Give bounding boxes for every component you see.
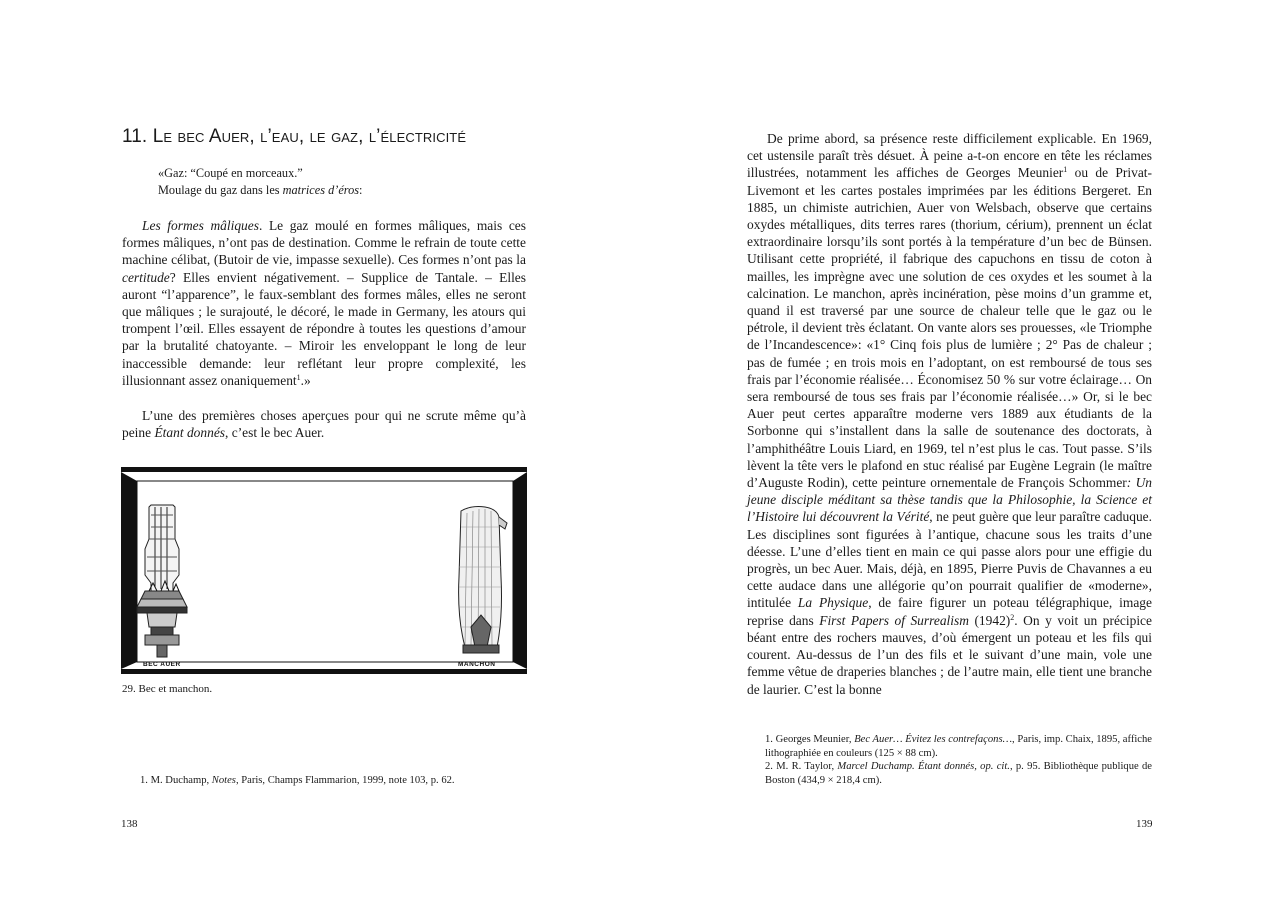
figure-label-bec-auer: BEC AUER xyxy=(143,661,181,668)
footnote-ref[interactable]: 1 xyxy=(296,372,301,382)
footnote-ref-1[interactable]: 1 xyxy=(1063,165,1068,175)
page-number: 138 xyxy=(121,818,138,830)
manchon-drawing xyxy=(459,507,507,654)
chapter-number: 11. xyxy=(122,126,148,147)
quote-paragraph: Les formes mâliques. Le gaz moulé en formes mâliques, mais ces formes mâliques, n’ont pas de destination. Comme le refrain de toute cette machine célibat, (Butoir de vie, impasse sexuelle). Ces formes n’ont pas la certitude? Elles envient négativement. – Supplice de Tantale. – Elles auront “l’apparence”, le faux-semblant des formes mâles, elles ne seront que mâliques ; le surajouté, le décoré, le made in Germany, les atours qui trompent l’œil. Elles essayent de répondre à toutes les questions d’amour par la brutalité chatoyante. – Miroir les enveloppant le long de leur inaccessible demande: leur reflétant leur propre complexité, les illusionnant assez onaniquement$^1$.» xyxy=(122,218,526,388)
page-number-right: 139 xyxy=(1136,818,1153,830)
footnote-ref-2[interactable]: 2 xyxy=(1010,612,1015,622)
footnote-1: 1. M. Duchamp, Notes, Paris, Champs Flammarion, 1999, note 103, p. 62. xyxy=(140,775,455,786)
right-footnotes xyxy=(765,733,1152,787)
chapter-title: Le bec Auer, l’eau, le gaz, l’électricité xyxy=(152,126,467,147)
body-paragraph: L’une des premières choses aperçues pour qui ne scrute même qu’à peine Étant donnés, c’est le bec Auer. xyxy=(122,408,526,441)
chapter-heading xyxy=(122,126,466,148)
right-body-paragraph: De prime abord, sa présence reste difficilement explicable. En 1969, cet ustensile paraît très désuet. À peine a-t-on encore en tête les réclames illustrées, notamment les affiches de Georges Meunier$^1$ ou de Privat-Livemont et les cartes postales imprimées par les éditions Bergeret. En 1885, un chimiste autrichien, Auer von Welsbach, observe que certains oxydes métalliques, dits terres rares (thorium, cérium), prennent un éclat extraordinaire lorsqu’ils sont portés à la température d’un bec de Bünsen. Utilisant cette propriété, il fabrique des capuchons en tissu de coton à mailles, les imprègne avec une solution de ces oxydes et les soumet à la calcination. Le manchon, après incinération, pèse moins d’un gramme et, quand il est traversé par une source de chaleur telle que le gaz ou le pétrole, il devient très éclatant. On vante alors ses prouesses, «le Triomphe de l’Incandescence»: «1° Cinq fois plus de lumière ; 2° Pas de chaleur ; pas de fumée ; en trois mois en l’adoptant, on est remboursé de tous ses frais par l’économie réalisée… Économisez 50 % sur votre éclairage… On sera remboursé de tous ses frais par l’économie réalisée…» Or, si le bec Auer peut certes apparaître moderne vers 1889 aux étudiants de la Sorbonne qui s’installent dans la salle de soutenance des doctorats, à l’amphithéâtre Louis Liard, en 1969, tel n’est plus le cas. Tout passe. S’ils lèvent la tête vers le plafond en stuc réalisé par Eugène Legrain (le maître d’Auguste Rodin), cette peinture ornementale de François Schommer: Un jeune disciple méditant sa thèse tandis que la Philosophie, la Science et l’Histoire lui découvrent la Vérité, ne peut guère que leur paraître caduque. Les disciplines sont figurées à l’antique, chacune sous les traits d’une déesse. L’une d’elles tient en main ce qui passe alors pour une effigie du progrès, un bec Auer. Mais, déjà, en 1895, Pierre Puvis de Chavannes a eu cette audace dans une allégorie qu’on pourrait qualifier de «moderne», intitulée La Physique, de faire figurer un poteau télégraphique, image reprise dans First Papers of Surrealism $(1942)^2$. On y voit un précipice béant entre des rochers mauves, d’où émergent un poteau et les fils qui courent. Au-dessus de l’un des fils et le suivant d’une main, vole une femme vêtue de draperies blanches ; de l’autre main, elle tient une branche de laurier. C’est la bonne xyxy=(747,131,1153,697)
figure-label-manchon: MANCHON xyxy=(458,661,496,668)
footnote-right-2: 2. M. R. Taylor, Marcel Duchamp. Étant donnés, op. cit., p. 95. Bibliothèque publique de Boston (434,9 × 218,4 cm). xyxy=(765,761,1152,786)
footnote-right-1: 1. Georges Meunier, Bec Auer… Évitez les contrefaçons…, Paris, imp. Chaix, 1895, affiche lithographiée en couleurs (125 × 88 cm). xyxy=(765,734,1152,759)
epigraph-line-1: «Gaz: “Coupé en morceaux.” xyxy=(158,166,303,180)
epigraph xyxy=(158,165,362,199)
figure-caption: 29. Bec et manchon. xyxy=(122,683,213,695)
epigraph-line-2: Moulage du gaz dans les matrices d’éros: xyxy=(158,183,363,197)
figure-bec-et-manchon xyxy=(121,467,527,674)
